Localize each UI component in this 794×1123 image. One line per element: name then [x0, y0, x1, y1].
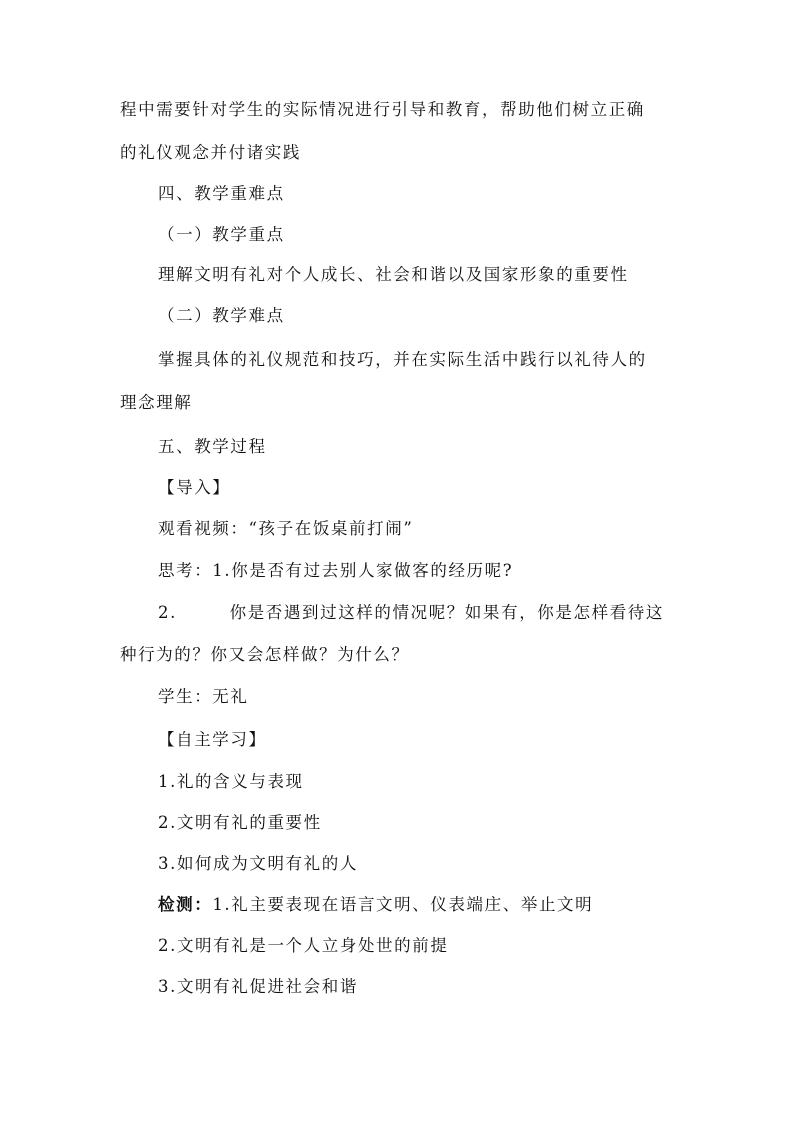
paragraph-line: 学生：无礼 [158, 687, 249, 706]
list-item: 2.文明有礼的重要性 [158, 813, 322, 832]
subsection-heading: 【自主学习】 [158, 730, 267, 749]
paragraph-line: 程中需要针对学生的实际情况进行引导和教育，帮助他们树立正确 [120, 100, 645, 119]
subsection-heading: 【导入】 [158, 478, 231, 497]
question-number: 2. [158, 603, 177, 622]
question-2-line [158, 602, 664, 624]
check-item: 1.礼主要表现在语言文明、仪表端庄、举止文明 [212, 895, 594, 914]
question-line: 种行为的？你又会怎样做？为什么？ [120, 645, 410, 664]
paragraph-line: 的礼仪观念并付诸实践 [120, 143, 301, 162]
question-line: 思考：1.你是否有过去别人家做客的经历呢? [158, 561, 514, 580]
list-item: 3.文明有礼促进社会和谐 [158, 977, 358, 996]
list-item: 3.如何成为文明有礼的人 [158, 854, 358, 873]
list-item: 2.文明有礼是一个人立身处世的前提 [158, 936, 449, 955]
section-heading: 四、教学重难点 [158, 184, 285, 203]
paragraph-line: 观看视频：“孩子在饭桌前打闹” [158, 519, 414, 538]
subsection-heading: （二）教学难点 [158, 306, 285, 325]
paragraph-line: 理解文明有礼对个人成长、社会和谐以及国家形象的重要性 [158, 265, 629, 284]
subsection-heading: （一）教学重点 [158, 225, 285, 244]
check-line [158, 894, 593, 916]
paragraph-line: 理念理解 [120, 393, 193, 412]
section-heading: 五、教学过程 [158, 437, 267, 456]
paragraph-line: 掌握具体的礼仪规范和技巧，并在实际生活中践行以礼待人的 [158, 350, 647, 369]
question-text: 你是否遇到过这样的情况呢？如果有，你是怎样看待这 [229, 603, 664, 622]
check-label: 检测： [158, 895, 213, 914]
list-item: 1.礼的含义与表现 [158, 772, 304, 791]
